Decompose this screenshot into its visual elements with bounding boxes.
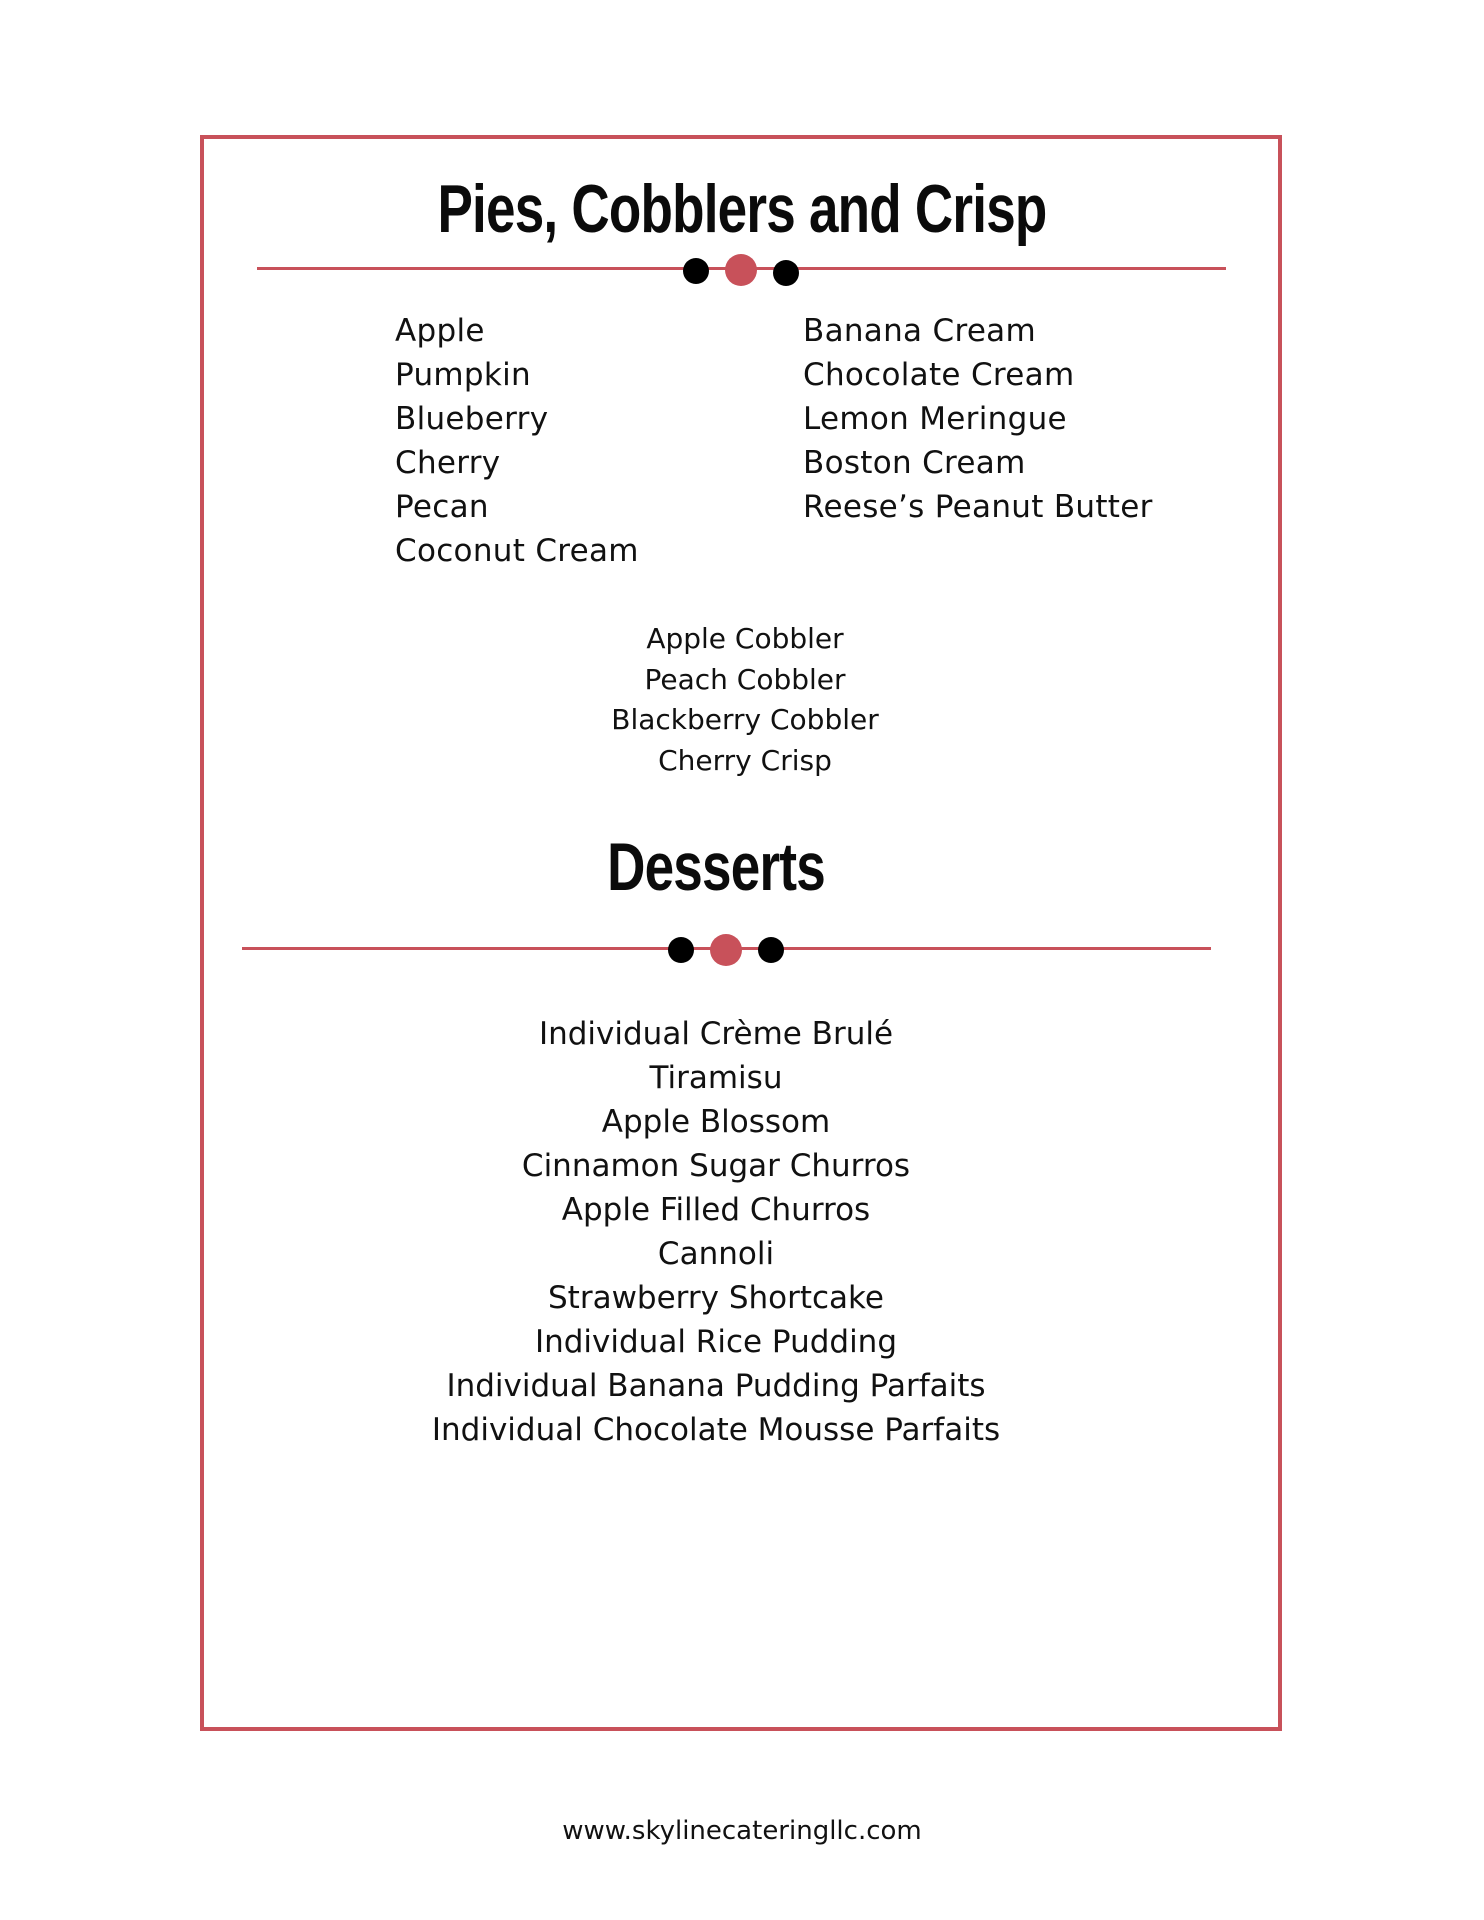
list-item: Boston Cream [803, 445, 1026, 481]
list-item: Individual Chocolate Mousse Parfaits [431, 1412, 1001, 1448]
list-item: Peach Cobbler [644, 662, 846, 696]
desserts-list [0, 1012, 1458, 1452]
divider-dot-left [683, 258, 709, 284]
list-item: Pecan [395, 489, 489, 525]
list-item: Cherry [395, 445, 501, 481]
list-item: Individual Rice Pudding [534, 1324, 898, 1360]
pies-list-right [803, 309, 1153, 529]
list-item: Pumpkin [395, 357, 531, 393]
divider-dot-left [668, 937, 694, 963]
section-title-pies: Pies, Cobblers and Crisp [437, 171, 1047, 247]
list-item: Apple Blossom [601, 1104, 831, 1140]
divider-dot-right [758, 937, 784, 963]
list-item: Tiramisu [649, 1060, 783, 1096]
cobblers-list [3, 619, 1484, 781]
list-item: Lemon Meringue [803, 401, 1067, 437]
list-item: Apple Cobbler [646, 622, 844, 655]
list-item: Coconut Cream [395, 533, 639, 569]
list-item: Strawberry Shortcake [548, 1280, 884, 1316]
list-item: Blueberry [395, 401, 549, 437]
list-item: Banana Cream [803, 313, 1036, 349]
divider-dot-right [773, 260, 799, 286]
list-item: Cannoli [657, 1236, 775, 1272]
list-item: Reese’s Peanut Butter [803, 489, 1153, 525]
list-item: Individual Banana Pudding Parfaits [446, 1368, 986, 1404]
divider-dot-center [725, 254, 757, 286]
list-item: Blackberry Cobbler [611, 703, 879, 736]
section-title-desserts: Desserts [607, 829, 825, 905]
pies-list-left [395, 309, 639, 573]
list-item: Cherry Crisp [658, 743, 832, 777]
list-item: Chocolate Cream [803, 357, 1075, 393]
list-item: Cinnamon Sugar Churros [521, 1148, 911, 1184]
list-item: Apple [395, 313, 485, 349]
list-item: Individual Crème Brulé [538, 1016, 894, 1052]
website-link[interactable]: www.skylinecateringllc.com [562, 1816, 922, 1846]
list-item: Apple Filled Churros [561, 1192, 871, 1228]
divider-dot-center [710, 934, 742, 966]
